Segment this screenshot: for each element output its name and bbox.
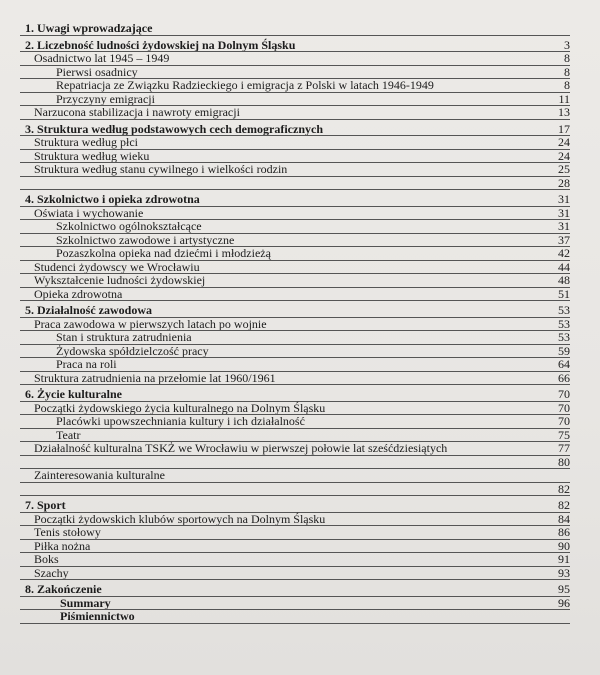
- toc-entry-title: Piłka nożna: [34, 538, 91, 553]
- toc-page-number: 86: [558, 525, 570, 539]
- toc-page-number: 51: [558, 286, 570, 301]
- table-of-contents: [0, 22, 600, 624]
- toc-entry-title: Repatriacja ze Związku Radzieckiego i emigracja z Polski w latach 1946-1949: [56, 78, 434, 92]
- toc-page-number: 66: [558, 370, 570, 385]
- toc-entry-title: Osadnictwo lat 1945 – 1949: [34, 51, 170, 65]
- toc-page-number: 82: [558, 481, 570, 496]
- toc-entry-row: [0, 553, 600, 567]
- toc-chapter-row: [0, 388, 600, 402]
- toc-entry-row: [0, 415, 600, 429]
- toc-underline: [20, 384, 570, 385]
- toc-page-number: 80: [558, 454, 570, 469]
- toc-entry-row: [0, 469, 600, 483]
- toc-entry-title: 8. Zakończenie: [25, 582, 102, 596]
- toc-entry-title: Struktura według płci: [34, 135, 138, 149]
- toc-page-number: 31: [558, 219, 570, 233]
- toc-page-number: 82: [558, 498, 570, 512]
- toc-entry-title: Szkolnictwo ogólnokształcące: [56, 219, 202, 233]
- toc-entry-title: Studenci żydowscy we Wrocławiu: [34, 259, 200, 274]
- toc-entry-title: Summary: [60, 595, 111, 610]
- toc-chapter-row: [0, 22, 600, 36]
- toc-entry-row: [0, 247, 600, 261]
- toc-page-number: 70: [558, 414, 570, 428]
- toc-chapter-row: [0, 39, 600, 53]
- toc-entry-row: [0, 163, 600, 177]
- toc-page-number: 64: [558, 357, 570, 371]
- toc-page-number: 28: [558, 175, 570, 190]
- toc-page-number: 8: [564, 51, 570, 65]
- toc-entry-row: [0, 234, 600, 248]
- toc-page-number: 75: [558, 427, 570, 442]
- toc-page-number: 96: [558, 595, 570, 610]
- toc-page-number: 44: [558, 259, 570, 274]
- toc-page-number: 93: [558, 565, 570, 580]
- toc-entry-row: [0, 207, 600, 221]
- toc-page-number: 70: [558, 400, 570, 415]
- toc-chapter-row: [0, 499, 600, 513]
- toc-entry-title: Tenis stołowy: [34, 525, 101, 539]
- toc-page-number: 53: [558, 316, 570, 331]
- toc-entry-title: 7. Sport: [25, 498, 66, 512]
- toc-chapter-row: [0, 123, 600, 137]
- toc-page-number: 8: [564, 78, 570, 92]
- toc-entry-title: Boks: [34, 552, 59, 566]
- toc-entry-row: [0, 93, 600, 107]
- toc-underline: [20, 119, 570, 120]
- toc-entry-row: [0, 402, 600, 416]
- toc-entry-title: Praca na roli: [56, 357, 117, 371]
- toc-entry-title: Pierwsi osadnicy: [56, 64, 138, 79]
- toc-entry-title: Praca zawodowa w pierwszych latach po wojnie: [34, 316, 267, 331]
- toc-entry-row: [0, 318, 600, 332]
- toc-entry-title: Struktura według stanu cywilnego i wielkości rodzin: [34, 162, 288, 176]
- toc-page-number: 37: [558, 232, 570, 247]
- toc-entry-title: Początki żydowskich klubów sportowych na Dolnym Śląsku: [34, 511, 326, 526]
- toc-entry-row: [0, 610, 600, 624]
- toc-entry-title: Opieka zdrowotna: [34, 286, 123, 301]
- toc-entry-row: [0, 358, 600, 372]
- toc-page-number: 24: [558, 135, 570, 149]
- toc-page-number: 42: [558, 246, 570, 260]
- toc-entry-title: 3. Struktura według podstawowych cech demograficznych: [25, 121, 323, 136]
- toc-entry-row: [0, 177, 600, 191]
- toc-entry-title: Działalność kulturalna TSKŻ we Wrocławiu w pierwszej połowie lat sześćdziesiątych: [34, 441, 448, 455]
- toc-page-number: 53: [558, 330, 570, 344]
- toc-entry-title: Szachy: [34, 565, 69, 580]
- toc-entry-row: [0, 106, 600, 120]
- toc-entry-title: 4. Szkolnictwo i opieka zdrowotna: [25, 192, 200, 206]
- toc-chapter-row: [0, 193, 600, 207]
- toc-entry-title: Struktura według wieku: [34, 148, 150, 163]
- toc-page-number: 3: [564, 37, 570, 52]
- toc-entry-row: [0, 372, 600, 386]
- toc-entry-title: Przyczyny emigracji: [56, 91, 155, 106]
- toc-underline: [20, 623, 570, 624]
- toc-page-number: 77: [558, 441, 570, 455]
- toc-entry-title: Stan i struktura zatrudnienia: [56, 330, 192, 344]
- toc-entry-title: Początki żydowskiego życia kulturalnego na Dolnym Śląsku: [34, 400, 326, 415]
- toc-chapter-row: [0, 304, 600, 318]
- toc-entry-row: [0, 136, 600, 150]
- toc-chapter-row: [0, 583, 600, 597]
- toc-entry-title: Żydowska spółdzielczość pracy: [56, 343, 209, 358]
- toc-entry-row: [0, 429, 600, 443]
- toc-page-number: 59: [558, 343, 570, 358]
- toc-page-number: 8: [564, 64, 570, 79]
- toc-underline: [20, 495, 570, 496]
- toc-entry-row: [0, 526, 600, 540]
- toc-entry-title: Zainteresowania kulturalne: [34, 468, 165, 482]
- toc-entry-title: Oświata i wychowanie: [34, 205, 144, 220]
- toc-page-number: 13: [558, 105, 570, 119]
- toc-entry-row: [0, 597, 600, 611]
- toc-page-number: 84: [558, 511, 570, 526]
- toc-page-number: 31: [558, 205, 570, 220]
- toc-entry-row: [0, 150, 600, 164]
- toc-entry-row: [0, 220, 600, 234]
- toc-entry-row: [0, 483, 600, 497]
- toc-entry-row: [0, 261, 600, 275]
- toc-entry-title: Szkolnictwo zawodowe i artystyczne: [56, 232, 235, 247]
- toc-page-number: 31: [558, 192, 570, 206]
- toc-page-number: 53: [558, 303, 570, 317]
- toc-entry-title: Placówki upowszechniania kultury i ich działalność: [56, 414, 305, 428]
- toc-entry-title: Wykształcenie ludności żydowskiej: [34, 273, 206, 287]
- toc-page-number: 11: [558, 91, 570, 106]
- toc-entry-row: [0, 79, 600, 93]
- toc-underline: [20, 300, 570, 301]
- toc-page-number: 48: [558, 273, 570, 287]
- toc-entry-title: 6. Życie kulturalne: [25, 387, 123, 401]
- toc-page-number: 95: [558, 582, 570, 596]
- toc-entry-row: [0, 540, 600, 554]
- toc-page-number: 70: [558, 387, 570, 401]
- toc-entry-title: 2. Liczebność ludności żydowskiej na Dolnym Śląsku: [25, 37, 296, 52]
- toc-underline: [20, 35, 570, 36]
- toc-underline: [20, 189, 570, 190]
- toc-entry-row: [0, 567, 600, 581]
- toc-page-number: 17: [558, 121, 570, 136]
- toc-entry-row: [0, 288, 600, 302]
- toc-entry-title: 1. Uwagi wprowadzające: [25, 21, 153, 35]
- toc-entry-row: [0, 456, 600, 470]
- toc-entry-row: [0, 442, 600, 456]
- toc-entry-title: 5. Działalność zawodowa: [25, 303, 152, 317]
- toc-entry-row: [0, 345, 600, 359]
- toc-entry-title: Teatr: [56, 427, 81, 442]
- toc-entry-title: Piśmiennictwo: [60, 609, 135, 623]
- toc-page-number: 90: [558, 538, 570, 553]
- toc-entry-row: [0, 66, 600, 80]
- toc-entry-row: [0, 331, 600, 345]
- toc-entry-title: Narzucona stabilizacja i nawroty emigracji: [34, 105, 240, 119]
- toc-page-number: 25: [558, 162, 570, 176]
- toc-page-number: 91: [558, 552, 570, 566]
- toc-entry-row: [0, 513, 600, 527]
- toc-page-number: 24: [558, 148, 570, 163]
- toc-underline: [20, 579, 570, 580]
- toc-entry-title: Pozaszkolna opieka nad dziećmi i młodzieżą: [56, 246, 271, 260]
- toc-entry-row: [0, 52, 600, 66]
- toc-entry-row: [0, 274, 600, 288]
- toc-entry-title: Struktura zatrudnienia na przełomie lat 1960/1961: [34, 370, 276, 385]
